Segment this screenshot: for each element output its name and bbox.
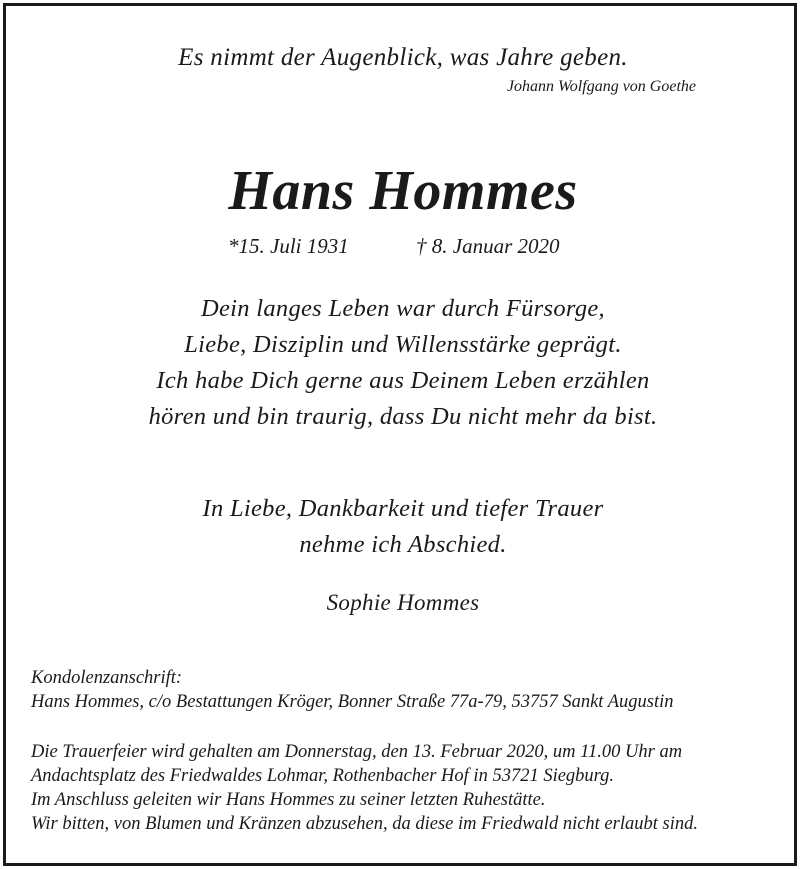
- condolence-address-block: [31, 666, 674, 714]
- goethe-quote: Es nimmt der Augenblick, was Jahre geben.: [178, 44, 628, 71]
- obituary-notice: [3, 3, 797, 866]
- farewell-line: In Liebe, Dankbarkeit und tiefer Trauer: [202, 495, 604, 522]
- farewell-line: nehme ich Abschied.: [299, 531, 507, 558]
- farewell-text: [6, 491, 800, 563]
- deceased-name: Hans Hommes: [228, 160, 578, 222]
- death-date: † 8. Januar 2020: [416, 234, 560, 258]
- verse-line: hören und bin traurig, dass Du nicht mehr da bist.: [148, 403, 658, 430]
- service-line: Andachtsplatz des Friedwaldes Lohmar, Rothenbacher Hof in 53721 Siegburg.: [31, 766, 615, 786]
- service-line: Wir bitten, von Blumen und Kränzen abzusehen, da diese im Friedwald nicht erlaubt sind.: [31, 814, 698, 834]
- birth-date: *15. Juli 1931: [228, 234, 349, 258]
- quote-author: Johann Wolfgang von Goethe: [506, 78, 696, 95]
- service-line: Im Anschluss geleiten wir Hans Hommes zu seiner letzten Ruhestätte.: [31, 790, 546, 810]
- verse-line: Ich habe Dich gerne aus Deinem Leben erzählen: [156, 367, 650, 394]
- condolence-label: Kondolenzanschrift:: [31, 668, 183, 688]
- memorial-verse: [6, 291, 800, 435]
- service-line: Die Trauerfeier wird gehalten am Donnerstag, den 13. Februar 2020, um 11.00 Uhr am: [31, 742, 683, 762]
- signer-name: Sophie Hommes: [326, 590, 480, 615]
- condolence-address: Hans Hommes, c/o Bestattungen Kröger, Bonner Straße 77a-79, 53757 Sankt Augustin: [31, 692, 674, 712]
- verse-line: Dein langes Leben war durch Fürsorge,: [201, 295, 605, 322]
- funeral-service-info: [31, 740, 698, 836]
- verse-line: Liebe, Disziplin und Willensstärke geprägt.: [184, 331, 622, 358]
